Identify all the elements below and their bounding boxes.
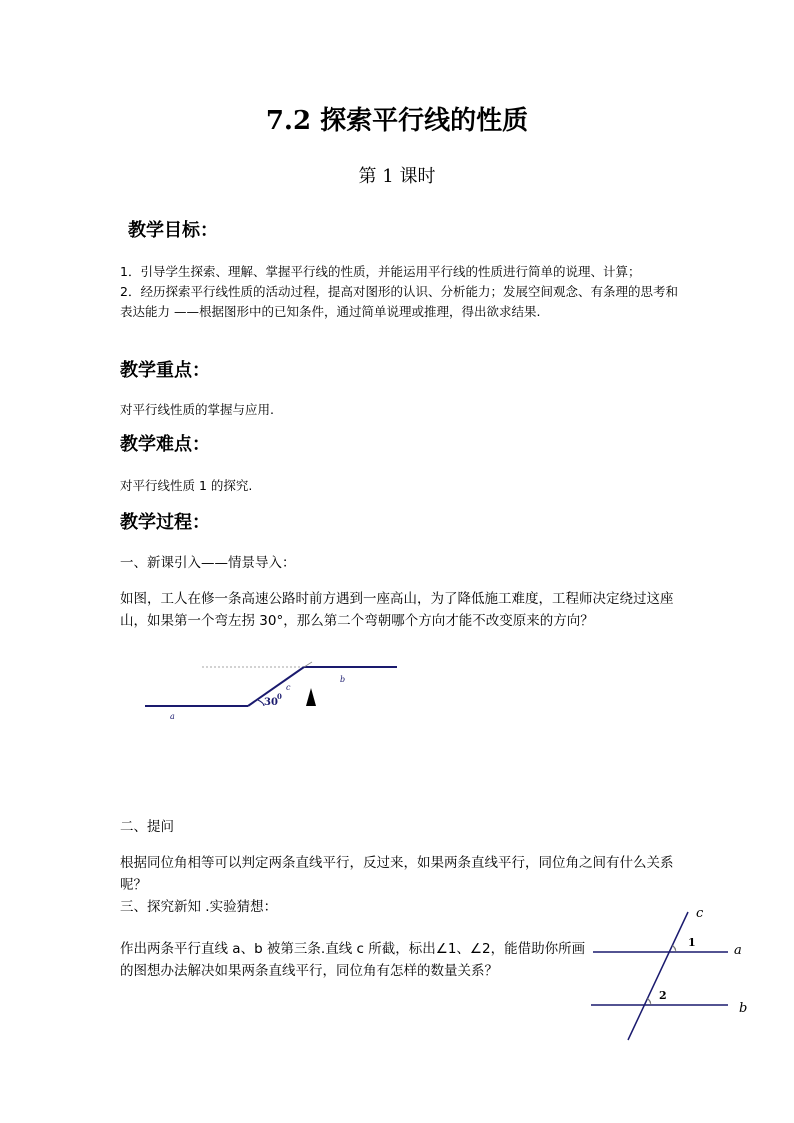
label-a: a <box>734 943 742 958</box>
angle-value: 30 <box>264 697 278 708</box>
process-heading: 教学过程： <box>120 512 210 533</box>
label-a: a <box>170 712 175 721</box>
angle2-arc <box>647 998 651 1005</box>
angle1-label: 1 <box>688 936 696 949</box>
key-points-text: 对平行线性质的掌握与应用. <box>120 402 274 417</box>
objectives-list <box>120 262 680 322</box>
objectives-heading: 教学目标： <box>128 220 218 241</box>
label-b: b <box>340 675 346 684</box>
line-c <box>628 912 688 1040</box>
section1-text: 如图，工人在修一条高速公路时前方遇到一座高山，为了降低施工难度，工程师决定绕过这座山，如果第一个弯左拐 30°，那么第二个弯朝哪个方向才能不改变原来的方向？ <box>120 591 674 629</box>
degree-mark: 0 <box>277 692 282 701</box>
label-c: c <box>286 683 291 692</box>
section3-title: 三、探究新知 .实验猜想： <box>120 899 278 915</box>
road-figure <box>140 650 410 730</box>
angle1-arc <box>672 945 676 952</box>
objective-item-2: 2．经历探索平行线性质的活动过程，提高对图形的认识、分析能力；发展空间观念、有条理的思考和表达能力 ——根据图形中的已知条件，通过简单说理或推理，得出欲求结果. <box>120 284 678 319</box>
section2-title: 二、提问 <box>120 819 174 835</box>
section1-title: 一、新课引入——情景导入： <box>120 555 296 571</box>
angle2-label: 2 <box>659 989 667 1002</box>
label-c: c <box>696 906 704 921</box>
difficulties-heading: 教学难点： <box>120 434 210 455</box>
label-b: b <box>739 1001 748 1016</box>
mountain-icon <box>306 688 316 706</box>
lesson-period: 第 1 课时 <box>358 166 436 187</box>
section3-text: 作出两条平行直线 a、b 被第三条.直线 c 所截，标出∠1、∠2，能借助你所画的图想办法解决如果两条直线平行，同位角有怎样的数量关系？ <box>120 941 586 979</box>
section2-text: 根据同位角相等可以判定两条直线平行，反过来，如果两条直线平行，同位角之间有什么关系呢？ <box>120 855 674 893</box>
key-points-heading: 教学重点： <box>120 360 210 381</box>
parallel-lines-figure <box>588 900 758 1045</box>
difficulties-text: 对平行线性质 1 的探究. <box>120 478 253 493</box>
objective-item-1: 1．引导学生探索、理解、掌握平行线的性质，并能运用平行线的性质进行简单的说理、计算； <box>120 264 641 279</box>
page-title: 7.2 探索平行线的性质 <box>265 106 529 136</box>
